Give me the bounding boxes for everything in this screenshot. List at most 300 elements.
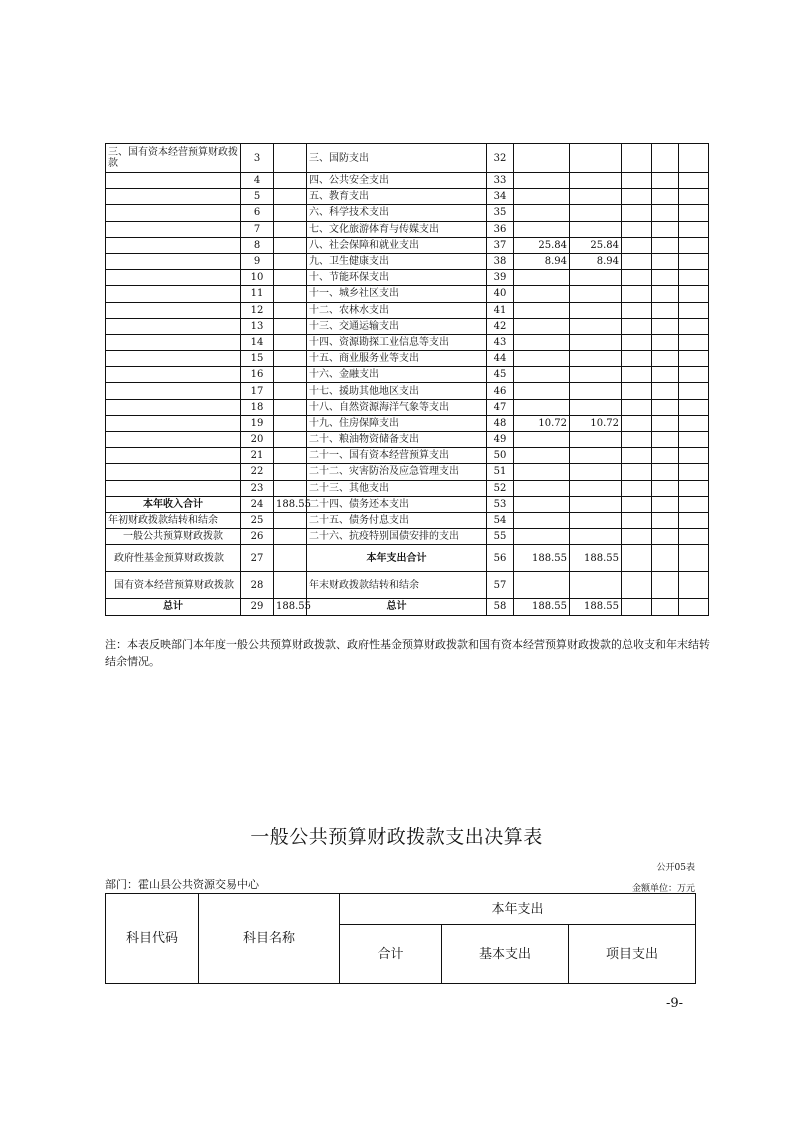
cell-d: 二十二、灾害防治及应急管理支出 [307, 464, 487, 480]
cell-d: 二十六、抗疫特别国债安排的支出 [307, 529, 487, 545]
cell-d: 总计 [307, 599, 487, 615]
cell-f [514, 480, 570, 496]
cell-g [570, 351, 622, 367]
cell-e: 51 [487, 464, 514, 480]
header-year-expense: 本年支出 [340, 894, 696, 925]
cell-f [514, 464, 570, 480]
table-row [106, 448, 709, 464]
empty-cell [679, 415, 709, 431]
cell-g [570, 432, 622, 448]
header-subject-code: 科目代码 [106, 894, 199, 984]
department-label: 部门：霍山县公共资源交易中心 [105, 878, 259, 891]
empty-cell [652, 480, 679, 496]
cell-f [514, 383, 570, 399]
cell-a [106, 448, 241, 464]
cell-d: 四、公共安全支出 [307, 173, 487, 189]
cell-g [570, 144, 622, 173]
cell-e: 53 [487, 496, 514, 512]
empty-cell [652, 448, 679, 464]
cell-a [106, 173, 241, 189]
empty-cell [679, 302, 709, 318]
empty-cell [622, 432, 652, 448]
cell-a [106, 399, 241, 415]
cell-a: 年初财政拨款结转和结余 [106, 512, 241, 528]
empty-cell [679, 144, 709, 173]
cell-g [570, 286, 622, 302]
cell-d: 八、社会保障和就业支出 [307, 237, 487, 253]
cell-c [274, 572, 307, 599]
cell-e: 56 [487, 545, 514, 572]
cell-a [106, 432, 241, 448]
table-row [106, 173, 709, 189]
cell-c [274, 205, 307, 221]
cell-d: 十、节能环保支出 [307, 270, 487, 286]
empty-cell [652, 144, 679, 173]
empty-cell [652, 237, 679, 253]
cell-g [570, 334, 622, 350]
cell-f [514, 367, 570, 383]
empty-cell [679, 253, 709, 269]
cell-f [514, 173, 570, 189]
cell-a [106, 415, 241, 431]
cell-g [570, 383, 622, 399]
cell-e: 54 [487, 512, 514, 528]
cell-c [274, 529, 307, 545]
table-title: 一般公共预算财政拨款支出决算表 [250, 826, 543, 848]
empty-cell [652, 253, 679, 269]
cell-c [274, 464, 307, 480]
cell-d: 七、文化旅游体育与传媒支出 [307, 221, 487, 237]
empty-cell [622, 415, 652, 431]
cell-a [106, 383, 241, 399]
cell-d: 五、教育支出 [307, 189, 487, 205]
table-row [106, 599, 709, 615]
cell-g [570, 464, 622, 480]
table-row [106, 367, 709, 383]
empty-cell [652, 286, 679, 302]
cell-c [274, 189, 307, 205]
cell-g [570, 572, 622, 599]
cell-c [274, 480, 307, 496]
empty-cell [622, 351, 652, 367]
cell-b: 9 [241, 253, 274, 269]
cell-e: 35 [487, 205, 514, 221]
cell-e: 49 [487, 432, 514, 448]
cell-b: 21 [241, 448, 274, 464]
cell-d: 十七、援助其他地区支出 [307, 383, 487, 399]
empty-cell [679, 286, 709, 302]
cell-a [106, 334, 241, 350]
cell-c [274, 448, 307, 464]
cell-f [514, 334, 570, 350]
table-row [106, 464, 709, 480]
empty-cell [679, 270, 709, 286]
empty-cell [622, 599, 652, 615]
cell-a: 三、国有资本经营预算财政拨款 [106, 144, 241, 173]
cell-c [274, 253, 307, 269]
cell-e: 40 [487, 286, 514, 302]
cell-b: 13 [241, 318, 274, 334]
cell-c [274, 334, 307, 350]
empty-cell [679, 189, 709, 205]
empty-cell [622, 302, 652, 318]
empty-cell [622, 205, 652, 221]
cell-b: 11 [241, 286, 274, 302]
table-row [106, 286, 709, 302]
cell-b: 12 [241, 302, 274, 318]
cell-f [514, 302, 570, 318]
empty-cell [652, 367, 679, 383]
empty-cell [679, 480, 709, 496]
cell-f [514, 189, 570, 205]
table-row [106, 480, 709, 496]
cell-e: 45 [487, 367, 514, 383]
empty-cell [652, 302, 679, 318]
cell-e: 47 [487, 399, 514, 415]
empty-cell [652, 512, 679, 528]
empty-cell [622, 496, 652, 512]
cell-b: 25 [241, 512, 274, 528]
cell-c [274, 399, 307, 415]
empty-cell [652, 318, 679, 334]
empty-cell [622, 189, 652, 205]
cell-e: 37 [487, 237, 514, 253]
empty-cell [622, 480, 652, 496]
cell-b: 23 [241, 480, 274, 496]
cell-c [274, 270, 307, 286]
cell-g [570, 529, 622, 545]
cell-e: 55 [487, 529, 514, 545]
cell-e: 44 [487, 351, 514, 367]
empty-cell [622, 237, 652, 253]
cell-b: 6 [241, 205, 274, 221]
table-row [106, 318, 709, 334]
unit-label: 金额单位：万元 [631, 884, 695, 894]
cell-b: 20 [241, 432, 274, 448]
cell-f [514, 432, 570, 448]
empty-cell [679, 399, 709, 415]
empty-cell [679, 599, 709, 615]
cell-d: 六、科学技术支出 [307, 205, 487, 221]
table-code: 公开05表 [656, 863, 695, 873]
empty-cell [622, 545, 652, 572]
cell-g [570, 448, 622, 464]
cell-c [274, 545, 307, 572]
empty-cell [652, 432, 679, 448]
table-row [106, 302, 709, 318]
cell-b: 16 [241, 367, 274, 383]
table-row [106, 383, 709, 399]
cell-f [514, 529, 570, 545]
table-row [106, 572, 709, 599]
empty-cell [679, 512, 709, 528]
cell-f: 188.55 [514, 545, 570, 572]
cell-f [514, 512, 570, 528]
table-row [106, 496, 709, 512]
empty-cell [652, 529, 679, 545]
cell-e: 36 [487, 221, 514, 237]
cell-d: 二十一、国有资本经营预算支出 [307, 448, 487, 464]
cell-b: 7 [241, 221, 274, 237]
cell-f [514, 448, 570, 464]
cell-e: 58 [487, 599, 514, 615]
cell-b: 18 [241, 399, 274, 415]
cell-d: 十九、住房保障支出 [307, 415, 487, 431]
empty-cell [652, 221, 679, 237]
cell-b: 28 [241, 572, 274, 599]
empty-cell [652, 173, 679, 189]
cell-d: 十四、资源勘探工业信息等支出 [307, 334, 487, 350]
empty-cell [622, 572, 652, 599]
empty-cell [679, 572, 709, 599]
cell-a: 本年收入合计 [106, 496, 241, 512]
cell-g: 10.72 [570, 415, 622, 431]
table-row [106, 512, 709, 528]
cell-d: 二十、粮油物资储备支出 [307, 432, 487, 448]
cell-f [514, 286, 570, 302]
cell-g [570, 512, 622, 528]
cell-a: 一般公共预算财政拨款 [106, 529, 241, 545]
cell-b: 14 [241, 334, 274, 350]
cell-g [570, 270, 622, 286]
cell-f [514, 270, 570, 286]
empty-cell [652, 572, 679, 599]
table-row [106, 205, 709, 221]
cell-b: 19 [241, 415, 274, 431]
cell-e: 41 [487, 302, 514, 318]
cell-g [570, 205, 622, 221]
cell-f [514, 399, 570, 415]
cell-f [514, 572, 570, 599]
table-row [106, 334, 709, 350]
cell-a [106, 367, 241, 383]
empty-cell [679, 237, 709, 253]
empty-cell [679, 367, 709, 383]
empty-cell [652, 545, 679, 572]
empty-cell [679, 464, 709, 480]
cell-g [570, 480, 622, 496]
cell-b: 29 [241, 599, 274, 615]
cell-c: 188.55 [274, 496, 307, 512]
empty-cell [622, 512, 652, 528]
empty-cell [679, 496, 709, 512]
cell-e: 33 [487, 173, 514, 189]
cell-d: 二十五、债务付息支出 [307, 512, 487, 528]
cell-b: 27 [241, 545, 274, 572]
cell-f: 8.94 [514, 253, 570, 269]
cell-d: 本年支出合计 [307, 545, 487, 572]
empty-cell [652, 415, 679, 431]
cell-b: 4 [241, 173, 274, 189]
empty-cell [622, 367, 652, 383]
cell-a [106, 205, 241, 221]
cell-f: 25.84 [514, 237, 570, 253]
cell-a [106, 237, 241, 253]
table-row [106, 221, 709, 237]
cell-e: 43 [487, 334, 514, 350]
header-total: 合计 [340, 925, 442, 984]
cell-a [106, 351, 241, 367]
cell-e: 39 [487, 270, 514, 286]
cell-f [514, 221, 570, 237]
empty-cell [622, 399, 652, 415]
cell-d: 年末财政拨款结转和结余 [307, 572, 487, 599]
cell-a [106, 221, 241, 237]
empty-cell [679, 545, 709, 572]
empty-cell [652, 205, 679, 221]
header-project: 项目支出 [569, 925, 696, 984]
empty-cell [622, 383, 652, 399]
cell-c [274, 432, 307, 448]
cell-f: 188.55 [514, 599, 570, 615]
cell-d: 二十三、其他支出 [307, 480, 487, 496]
cell-g: 8.94 [570, 253, 622, 269]
cell-g: 25.84 [570, 237, 622, 253]
cell-e: 46 [487, 383, 514, 399]
cell-e: 34 [487, 189, 514, 205]
empty-cell [679, 334, 709, 350]
cell-e: 52 [487, 480, 514, 496]
empty-cell [652, 334, 679, 350]
table-row [106, 351, 709, 367]
cell-g [570, 367, 622, 383]
cell-c [274, 351, 307, 367]
empty-cell [652, 351, 679, 367]
cell-f [514, 144, 570, 173]
cell-a [106, 302, 241, 318]
cell-g: 188.55 [570, 599, 622, 615]
empty-cell [652, 599, 679, 615]
cell-b: 3 [241, 144, 274, 173]
header-subject-name: 科目名称 [199, 894, 340, 984]
cell-c: 188.55 [274, 599, 307, 615]
empty-cell [652, 496, 679, 512]
cell-d: 十三、交通运输支出 [307, 318, 487, 334]
page-number: -9- [665, 996, 683, 1011]
cell-b: 10 [241, 270, 274, 286]
empty-cell [622, 464, 652, 480]
table-row [106, 144, 709, 173]
table-note: 注：本表反映部门本年度一般公共预算财政拨款、政府性基金预算财政拨款和国有资本经营预算财政拨款的总收支和年末结转结余情况。 [105, 638, 710, 668]
cell-c [274, 383, 307, 399]
empty-cell [652, 464, 679, 480]
cell-f [514, 496, 570, 512]
cell-c [274, 318, 307, 334]
cell-d: 三、国防支出 [307, 144, 487, 173]
cell-d: 十二、农林水支出 [307, 302, 487, 318]
cell-d: 十一、城乡社区支出 [307, 286, 487, 302]
cell-g [570, 221, 622, 237]
cell-a: 总计 [106, 599, 241, 615]
cell-b: 15 [241, 351, 274, 367]
empty-cell [652, 383, 679, 399]
cell-d: 二十四、债务还本支出 [307, 496, 487, 512]
cell-b: 26 [241, 529, 274, 545]
empty-cell [652, 270, 679, 286]
cell-g [570, 189, 622, 205]
cell-c [274, 512, 307, 528]
header-basic: 基本支出 [442, 925, 569, 984]
cell-g: 188.55 [570, 545, 622, 572]
empty-cell [622, 448, 652, 464]
cell-c [274, 415, 307, 431]
empty-cell [622, 253, 652, 269]
cell-e: 32 [487, 144, 514, 173]
cell-d: 十五、商业服务业等支出 [307, 351, 487, 367]
table-row [106, 399, 709, 415]
cell-c [274, 221, 307, 237]
cell-e: 38 [487, 253, 514, 269]
table-row [106, 253, 709, 269]
empty-cell [679, 448, 709, 464]
cell-f [514, 351, 570, 367]
cell-g [570, 302, 622, 318]
cell-c [274, 286, 307, 302]
table-row [106, 415, 709, 431]
cell-g [570, 399, 622, 415]
empty-cell [622, 270, 652, 286]
empty-cell [679, 205, 709, 221]
cell-a: 国有资本经营预算财政拨款 [106, 572, 241, 599]
cell-d: 十八、自然资源海洋气象等支出 [307, 399, 487, 415]
cell-a: 政府性基金预算财政拨款 [106, 545, 241, 572]
empty-cell [652, 189, 679, 205]
cell-d: 十六、金融支出 [307, 367, 487, 383]
cell-b: 8 [241, 237, 274, 253]
cell-a [106, 464, 241, 480]
empty-cell [679, 383, 709, 399]
empty-cell [679, 529, 709, 545]
cell-a [106, 286, 241, 302]
cell-b: 5 [241, 189, 274, 205]
empty-cell [622, 144, 652, 173]
empty-cell [622, 318, 652, 334]
empty-cell [652, 399, 679, 415]
table-row [106, 189, 709, 205]
cell-a [106, 189, 241, 205]
cell-f [514, 205, 570, 221]
table-row [106, 237, 709, 253]
cell-b: 17 [241, 383, 274, 399]
empty-cell [679, 432, 709, 448]
revenue-expense-table [105, 143, 709, 616]
empty-cell [622, 334, 652, 350]
cell-g [570, 173, 622, 189]
cell-e: 57 [487, 572, 514, 599]
cell-b: 22 [241, 464, 274, 480]
empty-cell [622, 173, 652, 189]
empty-cell [679, 173, 709, 189]
cell-b: 24 [241, 496, 274, 512]
empty-cell [679, 221, 709, 237]
cell-c [274, 144, 307, 173]
cell-a [106, 318, 241, 334]
cell-a [106, 480, 241, 496]
cell-c [274, 173, 307, 189]
cell-e: 42 [487, 318, 514, 334]
empty-cell [622, 529, 652, 545]
expense-table [105, 893, 696, 984]
table-row [106, 545, 709, 572]
cell-e: 48 [487, 415, 514, 431]
empty-cell [679, 318, 709, 334]
empty-cell [622, 286, 652, 302]
table-row [106, 270, 709, 286]
cell-g [570, 496, 622, 512]
cell-f [514, 318, 570, 334]
cell-c [274, 237, 307, 253]
empty-cell [622, 221, 652, 237]
